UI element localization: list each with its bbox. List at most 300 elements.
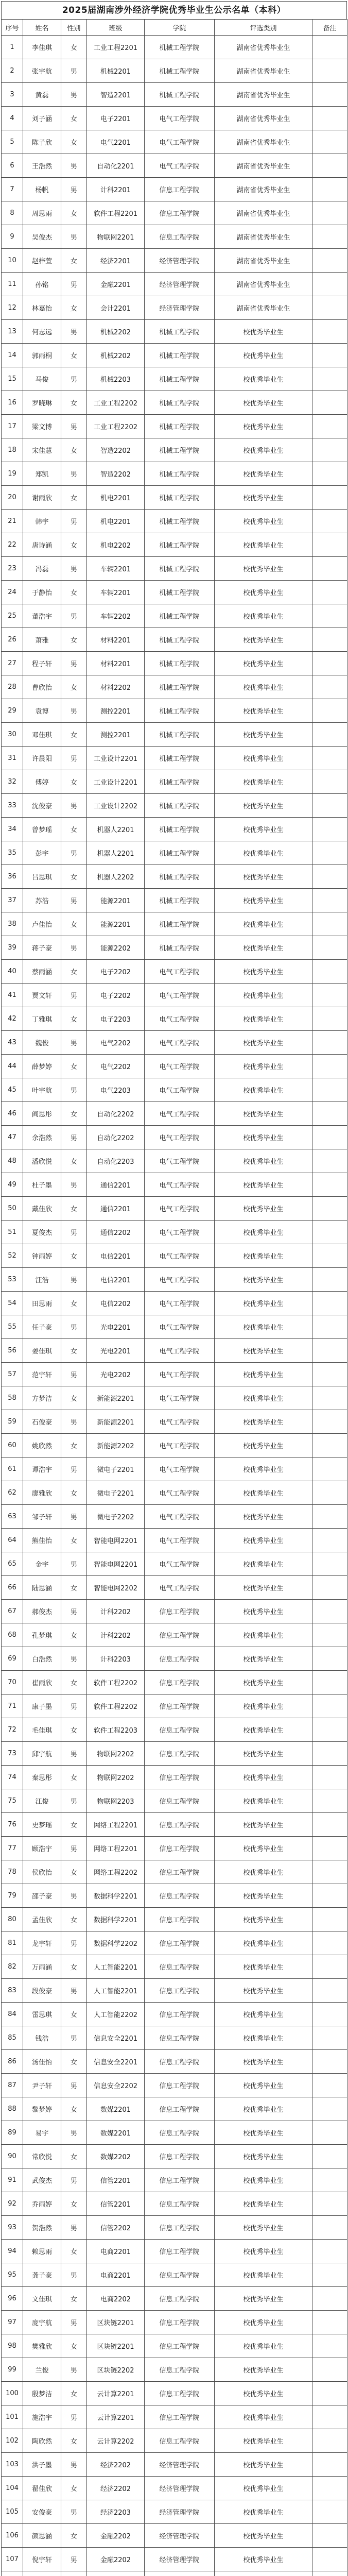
- cell-class: 软件工程2202: [87, 1694, 145, 1718]
- cell-index: 96: [2, 2287, 23, 2311]
- cell-college: 机械工程学院: [145, 841, 215, 865]
- table-row: [2, 2358, 347, 2382]
- cell-category: 校优秀毕业生: [215, 557, 312, 581]
- table-row: [2, 1173, 347, 1197]
- graduates-table: [1, 19, 347, 2576]
- table-row: [2, 747, 347, 770]
- cell-class: 工业设计2201: [87, 770, 145, 794]
- cell-college: 信息工程学院: [145, 1931, 215, 1955]
- cell-gender: 男: [61, 1694, 87, 1718]
- cell-category: 校优秀毕业生: [215, 2145, 312, 2168]
- cell-gender: 男: [61, 1031, 87, 1055]
- cell-name: 龚子豪: [23, 2263, 61, 2287]
- cell-name: 翟佳欣: [23, 2477, 61, 2500]
- cell-gender: 女: [61, 1197, 87, 1221]
- cell-college: 机械工程学院: [145, 462, 215, 486]
- cell-college: 机械工程学院: [145, 699, 215, 723]
- cell-gender: 女: [61, 1481, 87, 1505]
- cell-index: 61: [2, 1458, 23, 1481]
- cell-remark: [312, 2050, 347, 2074]
- cell-gender: 女: [61, 1955, 87, 1979]
- cell-name: 黎梦婷: [23, 2097, 61, 2121]
- cell-gender: 男: [61, 1221, 87, 1244]
- cell-remark: [312, 2358, 347, 2382]
- cell-index: 70: [2, 1671, 23, 1694]
- cell-remark: [312, 604, 347, 628]
- cell-name: 韩宇: [23, 510, 61, 533]
- cell-remark: [312, 912, 347, 936]
- cell-name: 倪宇轩: [23, 2548, 61, 2571]
- cell-class: 计科2202: [87, 1623, 145, 1647]
- cell-index: 23: [2, 557, 23, 581]
- table-row: [2, 1813, 347, 1837]
- cell-remark: [312, 1481, 347, 1505]
- cell-remark: [312, 1292, 347, 1315]
- cell-class: 测控2201: [87, 699, 145, 723]
- cell-gender: 女: [61, 1908, 87, 1931]
- cell-index: 34: [2, 818, 23, 841]
- cell-index: 50: [2, 1197, 23, 1221]
- cell-college: 机械工程学院: [145, 36, 215, 59]
- cell-college: 机械工程学院: [145, 581, 215, 604]
- cell-index: 57: [2, 1363, 23, 1386]
- table-row: [2, 1529, 347, 1552]
- cell-index: 100: [2, 2382, 23, 2405]
- cell-class: 金融2202: [87, 2524, 145, 2548]
- cell-class: 通信2202: [87, 1221, 145, 1244]
- col-header-class: 班级: [87, 20, 145, 36]
- cell-index: 20: [2, 486, 23, 510]
- cell-college: 电气工程学院: [145, 1078, 215, 1102]
- cell-college: 信息工程学院: [145, 2429, 215, 2453]
- cell-gender: 女: [61, 2003, 87, 2026]
- cell-college: 经济管理学院: [145, 249, 215, 273]
- cell-category: 校优秀毕业生: [215, 1837, 312, 1860]
- cell-index: 18: [2, 438, 23, 462]
- cell-name: 任子豪: [23, 1315, 61, 1339]
- table-row: [2, 723, 347, 747]
- cell-gender: 男: [61, 1410, 87, 1434]
- cell-index: 45: [2, 1078, 23, 1102]
- cell-index: 22: [2, 533, 23, 557]
- table-row: [2, 770, 347, 794]
- cell-name: 张宇航: [23, 59, 61, 83]
- cell-class: 电气2202: [87, 1031, 145, 1055]
- cell-remark: [312, 2192, 347, 2216]
- cell-gender: 男: [61, 2311, 87, 2334]
- cell-gender: 男: [61, 1078, 87, 1102]
- table-row: [2, 320, 347, 344]
- cell-category: [215, 2571, 312, 2576]
- cell-college: 机械工程学院: [145, 628, 215, 652]
- cell-category: 校优秀毕业生: [215, 2168, 312, 2192]
- cell-gender: 男: [61, 1647, 87, 1671]
- table-row: [2, 438, 347, 462]
- cell-college: 机械工程学院: [145, 59, 215, 83]
- cell-name: 康子墨: [23, 1694, 61, 1718]
- cell-category: 校优秀毕业生: [215, 486, 312, 510]
- cell-category: 校优秀毕业生: [215, 1647, 312, 1671]
- cell-remark: [312, 1007, 347, 1031]
- cell-index: 89: [2, 2121, 23, 2145]
- cell-class: 机械2201: [87, 59, 145, 83]
- cell-category: 校优秀毕业生: [215, 1600, 312, 1623]
- table-row: [2, 581, 347, 604]
- table-row: [2, 1055, 347, 1078]
- col-header-remark: 备注: [312, 20, 347, 36]
- cell-remark: [312, 1315, 347, 1339]
- cell-name: 萧雅: [23, 628, 61, 652]
- cell-class: 工业工程2202: [87, 391, 145, 415]
- cell-class: 云计算2201: [87, 2382, 145, 2405]
- cell-gender: 女: [61, 201, 87, 225]
- cell-gender: 女: [61, 2524, 87, 2548]
- cell-remark: [312, 1860, 347, 1884]
- cell-college: 信息工程学院: [145, 1908, 215, 1931]
- cell-category: 湖南省优秀毕业生: [215, 130, 312, 154]
- cell-remark: [312, 2453, 347, 2477]
- cell-index: 33: [2, 794, 23, 818]
- cell-name: 侯欣怡: [23, 1860, 61, 1884]
- col-header-category: 评选类别: [215, 20, 312, 36]
- cell-name: 马俊: [23, 367, 61, 391]
- cell-class: 会计2201: [87, 296, 145, 320]
- cell-remark: [312, 699, 347, 723]
- cell-remark: [312, 2429, 347, 2453]
- table-row: [2, 154, 347, 178]
- cell-remark: [312, 1766, 347, 1789]
- cell-name: 秦思彤: [23, 1766, 61, 1789]
- cell-gender: 男: [61, 557, 87, 581]
- cell-college: 机械工程学院: [145, 391, 215, 415]
- cell-index: 13: [2, 320, 23, 344]
- cell-college: 机械工程学院: [145, 770, 215, 794]
- cell-category: 校优秀毕业生: [215, 1434, 312, 1458]
- cell-name: 陈子欣: [23, 130, 61, 154]
- cell-index: 104: [2, 2477, 23, 2500]
- cell-remark: [312, 2287, 347, 2311]
- cell-class: 软件工程2201: [87, 201, 145, 225]
- cell-index: 27: [2, 652, 23, 675]
- cell-index: 90: [2, 2145, 23, 2168]
- cell-category: 校优秀毕业生: [215, 1292, 312, 1315]
- cell-class: 物联网2202: [87, 1766, 145, 1789]
- cell-category: 校优秀毕业生: [215, 581, 312, 604]
- cell-index: 7: [2, 178, 23, 201]
- table-row: [2, 1600, 347, 1623]
- cell-name: [23, 2571, 61, 2576]
- cell-class: 网络工程2201: [87, 1813, 145, 1837]
- cell-class: 经济2203: [87, 2500, 145, 2524]
- cell-remark: [312, 1126, 347, 1149]
- cell-college: 信息工程学院: [145, 2026, 215, 2050]
- cell-college: 机械工程学院: [145, 438, 215, 462]
- cell-name: 常欣悦: [23, 2145, 61, 2168]
- cell-name: 廖雅欣: [23, 1481, 61, 1505]
- cell-class: 机器人2202: [87, 865, 145, 889]
- cell-index: 78: [2, 1860, 23, 1884]
- cell-college: 机械工程学院: [145, 912, 215, 936]
- cell-name: 薛梦婷: [23, 1055, 61, 1078]
- cell-class: 计科2201: [87, 178, 145, 201]
- cell-category: 校优秀毕业生: [215, 1766, 312, 1789]
- table-row: [2, 1694, 347, 1718]
- table-row: [2, 652, 347, 675]
- cell-gender: 男: [61, 652, 87, 675]
- cell-class: 新能源2201: [87, 1386, 145, 1410]
- cell-category: 校优秀毕业生: [215, 391, 312, 415]
- cell-index: 79: [2, 1884, 23, 1908]
- cell-category: 校优秀毕业生: [215, 2003, 312, 2026]
- cell-index: 11: [2, 273, 23, 296]
- cell-name: 钟雨婷: [23, 1244, 61, 1268]
- cell-category: 校优秀毕业生: [215, 367, 312, 391]
- cell-class: 新能源2202: [87, 1434, 145, 1458]
- cell-index: 10: [2, 249, 23, 273]
- cell-name: 熊佳怡: [23, 1529, 61, 1552]
- cell-class: 微电子2201: [87, 1481, 145, 1505]
- table-row: [2, 1837, 347, 1860]
- cell-category: 校优秀毕业生: [215, 1481, 312, 1505]
- cell-class: 智造2202: [87, 438, 145, 462]
- table-row: [2, 2050, 347, 2074]
- table-row: [2, 1149, 347, 1173]
- table-row: [2, 1102, 347, 1126]
- cell-gender: 女: [61, 1292, 87, 1315]
- cell-college: 信息工程学院: [145, 1647, 215, 1671]
- cell-category: 校优秀毕业生: [215, 1884, 312, 1908]
- cell-category: 校优秀毕业生: [215, 510, 312, 533]
- table-row: [2, 960, 347, 984]
- cell-class: 能源2202: [87, 936, 145, 960]
- table-row: [2, 107, 347, 130]
- cell-class: 机电2201: [87, 486, 145, 510]
- cell-college: [145, 2571, 215, 2576]
- cell-name: 施浩宇: [23, 2405, 61, 2429]
- cell-name: 谭浩宇: [23, 1458, 61, 1481]
- cell-name: 龙宇轩: [23, 1931, 61, 1955]
- table-row: [2, 1671, 347, 1694]
- cell-name: 邹子轩: [23, 1505, 61, 1529]
- cell-index: 83: [2, 1979, 23, 2003]
- cell-gender: 男: [61, 367, 87, 391]
- cell-category: 校优秀毕业生: [215, 438, 312, 462]
- cell-remark: [312, 1576, 347, 1600]
- cell-name: 余浩然: [23, 1126, 61, 1149]
- cell-remark: [312, 533, 347, 557]
- table-row: [2, 2192, 347, 2216]
- cell-name: 蒋子豪: [23, 936, 61, 960]
- cell-class: 软件工程2203: [87, 1718, 145, 1742]
- cell-name: 姜佳琪: [23, 1339, 61, 1363]
- cell-name: 孔梦琪: [23, 1623, 61, 1647]
- table-row: [2, 59, 347, 83]
- cell-remark: [312, 367, 347, 391]
- table-row: [2, 794, 347, 818]
- cell-category: 校优秀毕业生: [215, 2121, 312, 2145]
- cell-gender: 男: [61, 2500, 87, 2524]
- table-row: [2, 2453, 347, 2477]
- cell-name: 易宇: [23, 2121, 61, 2145]
- cell-class: 信管2201: [87, 2192, 145, 2216]
- cell-index: 17: [2, 415, 23, 438]
- cell-college: 机械工程学院: [145, 533, 215, 557]
- table-row: [2, 486, 347, 510]
- table-row: [2, 936, 347, 960]
- cell-category: 校优秀毕业生: [215, 841, 312, 865]
- cell-gender: 女: [61, 2145, 87, 2168]
- cell-class: 电子2203: [87, 1007, 145, 1031]
- cell-gender: 男: [61, 2405, 87, 2429]
- cell-index: 29: [2, 699, 23, 723]
- table-row: [2, 984, 347, 1007]
- cell-name: 丁雅琪: [23, 1007, 61, 1031]
- cell-class: 电子2202: [87, 960, 145, 984]
- cell-college: 信息工程学院: [145, 2168, 215, 2192]
- cell-remark: [312, 770, 347, 794]
- cell-category: 校优秀毕业生: [215, 1410, 312, 1434]
- cell-category: 校优秀毕业生: [215, 1197, 312, 1221]
- cell-category: 校优秀毕业生: [215, 1031, 312, 1055]
- cell-college: 信息工程学院: [145, 1837, 215, 1860]
- cell-gender: 女: [61, 1576, 87, 1600]
- cell-gender: 男: [61, 604, 87, 628]
- cell-name: 彭宇: [23, 841, 61, 865]
- cell-college: 机械工程学院: [145, 652, 215, 675]
- table-row: [2, 273, 347, 296]
- cell-index: 56: [2, 1339, 23, 1363]
- cell-remark: [312, 2097, 347, 2121]
- cell-category: 校优秀毕业生: [215, 2097, 312, 2121]
- cell-remark: [312, 415, 347, 438]
- cell-college: 电气工程学院: [145, 984, 215, 1007]
- table-row: [2, 1007, 347, 1031]
- table-row: [2, 628, 347, 652]
- cell-gender: 男: [61, 889, 87, 912]
- cell-index: 73: [2, 1742, 23, 1766]
- cell-class: 数媒2201: [87, 2121, 145, 2145]
- cell-college: 电气工程学院: [145, 1173, 215, 1197]
- cell-gender: 女: [61, 438, 87, 462]
- table-row: [2, 557, 347, 581]
- cell-name: 赖思雨: [23, 2240, 61, 2263]
- cell-category: 校优秀毕业生: [215, 1007, 312, 1031]
- cell-name: 郑凯: [23, 462, 61, 486]
- cell-index: 76: [2, 1813, 23, 1837]
- cell-class: 信管2201: [87, 2168, 145, 2192]
- cell-name: 董浩宇: [23, 604, 61, 628]
- cell-class: 电商2202: [87, 2287, 145, 2311]
- cell-index: 30: [2, 723, 23, 747]
- cell-class: 通信2201: [87, 1197, 145, 1221]
- cell-gender: 男: [61, 1552, 87, 1576]
- cell-class: 车辆2201: [87, 557, 145, 581]
- cell-college: 机械工程学院: [145, 865, 215, 889]
- cell-college: 电气工程学院: [145, 1268, 215, 1292]
- cell-category: 校优秀毕业生: [215, 2524, 312, 2548]
- cell-remark: [312, 1031, 347, 1055]
- cell-college: 电气工程学院: [145, 1315, 215, 1339]
- table-row: [2, 249, 347, 273]
- cell-college: 信息工程学院: [145, 1955, 215, 1979]
- cell-remark: [312, 984, 347, 1007]
- cell-college: 电气工程学院: [145, 1481, 215, 1505]
- cell-category: 校优秀毕业生: [215, 747, 312, 770]
- cell-college: 信息工程学院: [145, 1860, 215, 1884]
- cell-class: 数据科学2201: [87, 1908, 145, 1931]
- cell-remark: [312, 2548, 347, 2571]
- cell-class: 智能电网2202: [87, 1576, 145, 1600]
- table-row: [2, 1623, 347, 1647]
- cell-name: 殷梦洁: [23, 2382, 61, 2405]
- table-row: [2, 2240, 347, 2263]
- cell-college: 电气工程学院: [145, 1410, 215, 1434]
- cell-college: 信息工程学院: [145, 1623, 215, 1647]
- cell-gender: 女: [61, 486, 87, 510]
- table-row: [2, 2477, 347, 2500]
- cell-gender: 男: [61, 2074, 87, 2097]
- table-row: [2, 415, 347, 438]
- cell-name: 白浩然: [23, 1647, 61, 1671]
- table-row: [2, 533, 347, 557]
- cell-class: 信息安全2201: [87, 2026, 145, 2050]
- cell-college: 电气工程学院: [145, 1458, 215, 1481]
- cell-remark: [312, 2477, 347, 2500]
- cell-college: 电气工程学院: [145, 1552, 215, 1576]
- cell-college: 信息工程学院: [145, 2121, 215, 2145]
- cell-gender: 女: [61, 1529, 87, 1552]
- cell-remark: [312, 1979, 347, 2003]
- table-row: [2, 391, 347, 415]
- cell-name: 毛佳琪: [23, 1718, 61, 1742]
- cell-index: 74: [2, 1766, 23, 1789]
- cell-class: 电气2202: [87, 1055, 145, 1078]
- cell-name: 汪浩: [23, 1268, 61, 1292]
- cell-index: 62: [2, 1481, 23, 1505]
- cell-gender: 女: [61, 628, 87, 652]
- cell-class: 材料2201: [87, 628, 145, 652]
- cell-remark: [312, 2334, 347, 2358]
- cell-college: 信息工程学院: [145, 2216, 215, 2240]
- cell-college: 信息工程学院: [145, 1718, 215, 1742]
- cell-college: 信息工程学院: [145, 2003, 215, 2026]
- cell-name: 唐诗涵: [23, 533, 61, 557]
- cell-index: 51: [2, 1221, 23, 1244]
- cell-remark: [312, 1694, 347, 1718]
- cell-index: 105: [2, 2500, 23, 2524]
- cell-college: 机械工程学院: [145, 320, 215, 344]
- cell-class: 电信2201: [87, 1244, 145, 1268]
- cell-index: 14: [2, 344, 23, 367]
- cell-college: 信息工程学院: [145, 2382, 215, 2405]
- cell-category: 校优秀毕业生: [215, 2500, 312, 2524]
- cell-name: 崔雨欣: [23, 1671, 61, 1694]
- cell-index: 107: [2, 2548, 23, 2571]
- cell-class: 网络工程2201: [87, 1837, 145, 1860]
- cell-remark: [312, 2216, 347, 2240]
- cell-name: 田思雨: [23, 1292, 61, 1315]
- table-row: [2, 1078, 347, 1102]
- cell-class: 电信2202: [87, 1292, 145, 1315]
- cell-class: 计科2202: [87, 1600, 145, 1623]
- cell-class: 工业工程2202: [87, 415, 145, 438]
- cell-name: 傅婷: [23, 770, 61, 794]
- table-row: [2, 178, 347, 201]
- cell-remark: [312, 2003, 347, 2026]
- cell-class: 经济2202: [87, 2453, 145, 2477]
- cell-category: 校优秀毕业生: [215, 344, 312, 367]
- cell-index: 15: [2, 367, 23, 391]
